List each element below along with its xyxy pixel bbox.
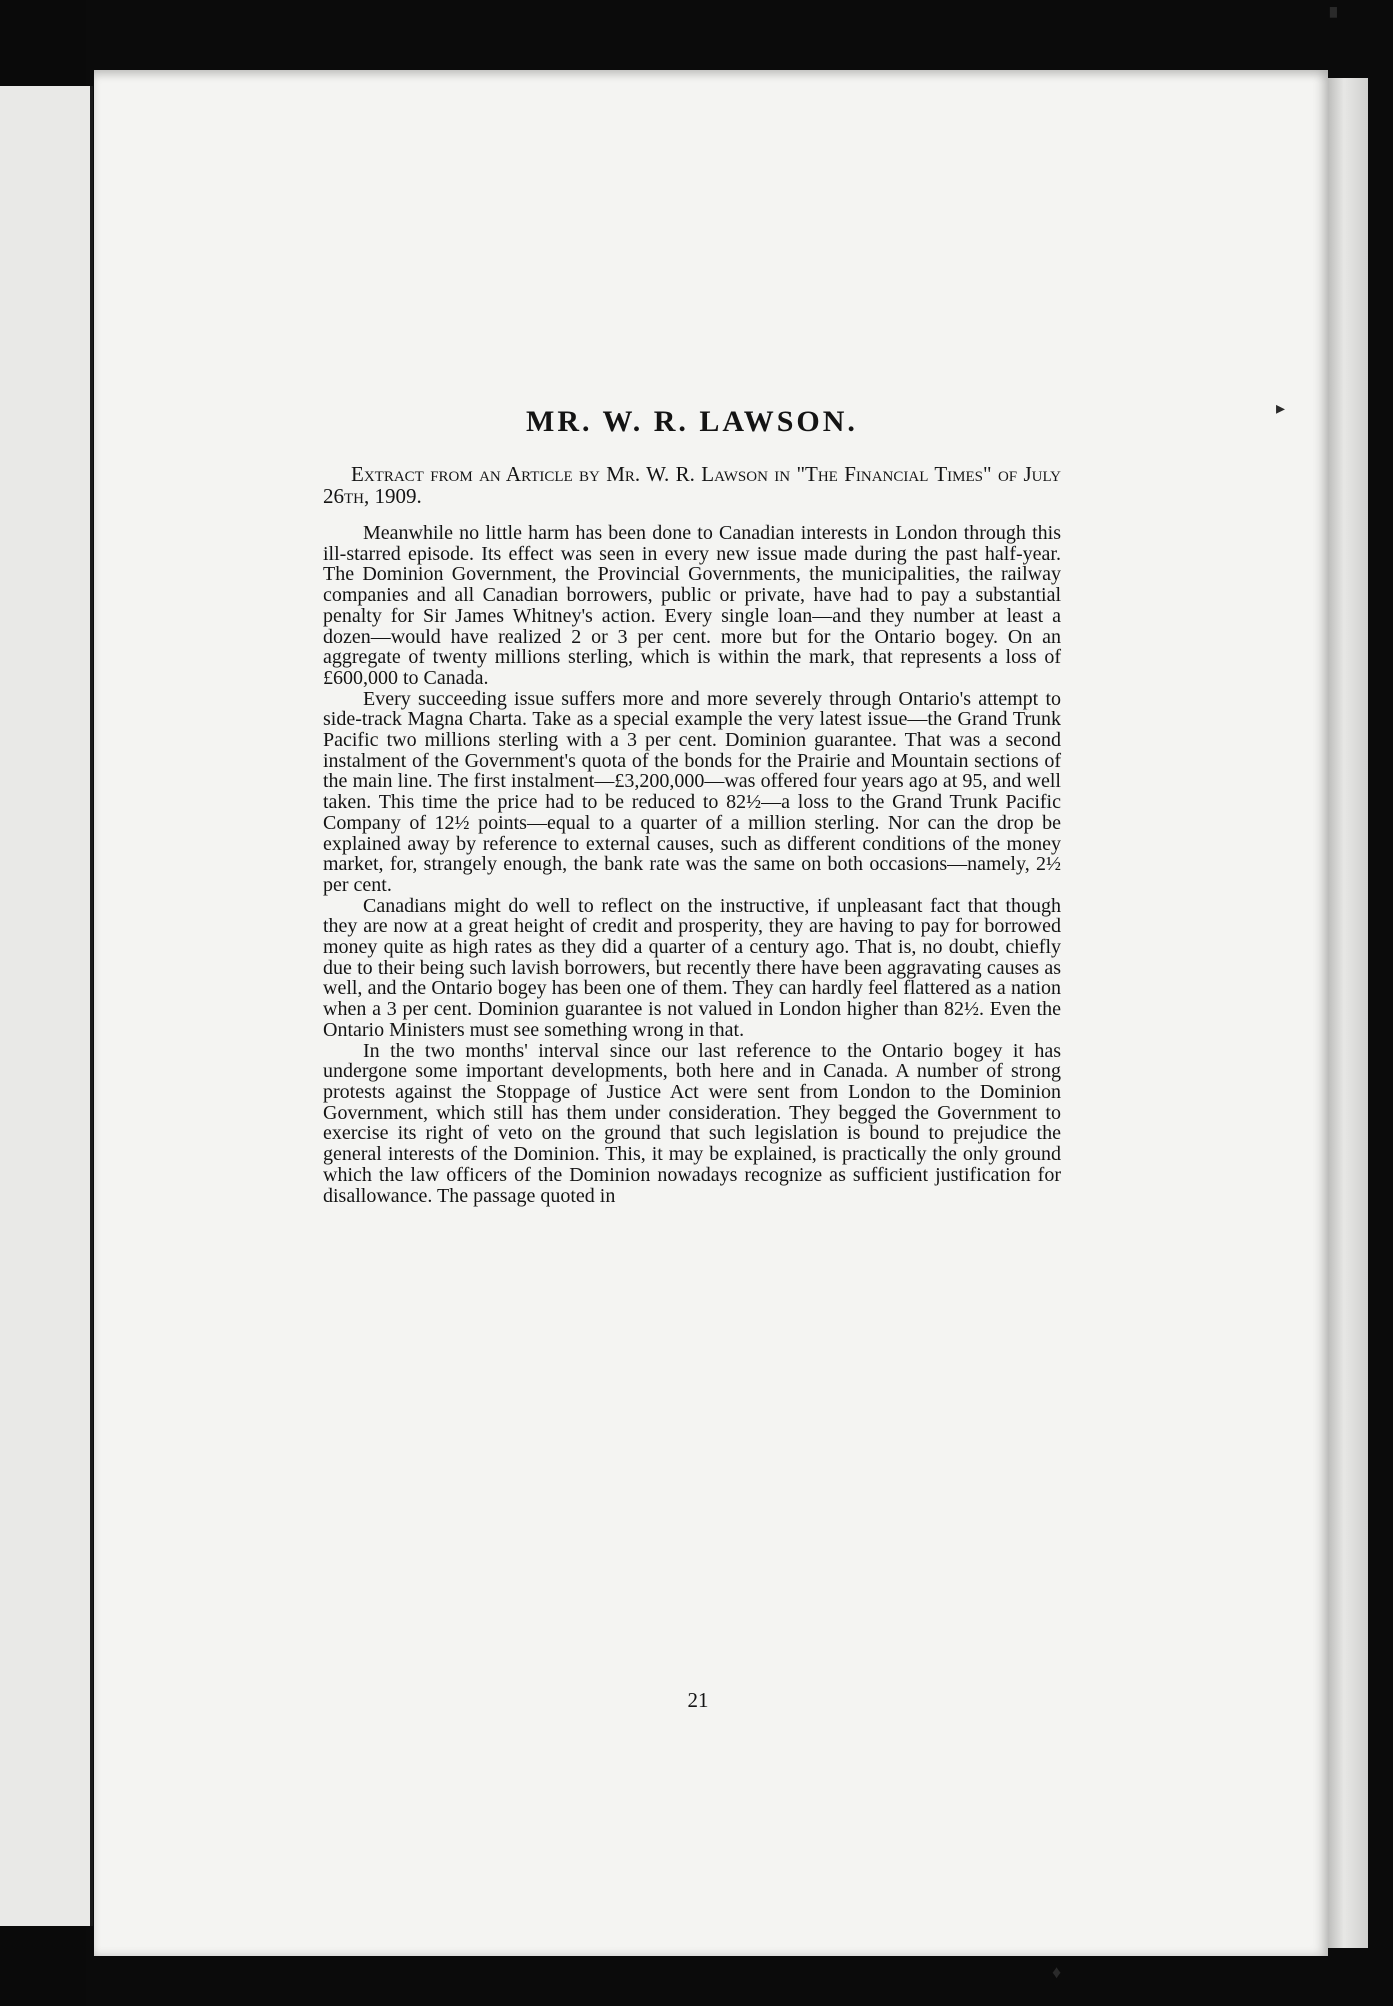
page-fore-edge <box>1328 78 1368 1948</box>
page-number: 21 <box>687 1688 709 1712</box>
scan-speck-icon: ♦ <box>1052 1962 1062 1982</box>
paragraph-2: Every succeeding issue suffers more and more severely through Ontario's attempt to side-track Magna Charta. Take as a special example the very latest issue—the Grand Trunk Pacific two millions sterling with a 3 per cent. Dominion guarantee. That was a second instalment of the Government's quota of the bonds for the Prairie and Mountain sections of the main line. The first instalment—£3,200,000—was offered four years ago at 95, and well taken. This time the price had to be reduced to 82½—a loss to the Grand Trunk Pacific Company of 12½ points—equal to a quarter of a million sterling. Nor can the drop be explained away by reference to external causes, such as different conditions of the money market, for, strangely enough, the bank rate was the same on both occasions—namely, 2½ per cent. <box>323 687 1061 896</box>
paragraph-1: Meanwhile no little harm has been done to Canadian interests in London through this ill-starred episode. Its effect was seen in every new issue made during the past half-year. The Dominion Government, the Provincial Governments, the municipalities, the railway companies and all Canadian borrowers, public or private, have had to pay a substantial penalty for Sir James Whitney's action. Every single loan—and they number at least a dozen—would have realized 2 or 3 per cent. more but for the Ontario bogey. On an aggregate of twenty millions sterling, which is within the mark, that represents a loss of £600,000 to Canada. <box>323 522 1061 689</box>
scan-speck-icon: ▘ <box>1330 8 1344 28</box>
article-text <box>323 405 1061 1206</box>
paragraph-4: In the two months' interval since our last reference to the Ontario bogey it has undergone some important developments, both here and in Canada. A number of strong protests against the Stoppage of Justice Act were sent from London to the Dominion Government, which still has them under consideration. They begged the Government to exercise its right of veto on the ground that such legislation is bound to prejudice the general interests of the Dominion. This, it may be explained, is practically the only ground which the law officers of the Dominion nowadays recognize as sufficient justification for disallowance. The passage quoted in <box>323 1039 1061 1207</box>
scan-speck-icon: ▸ <box>1276 398 1286 418</box>
previous-page-edge <box>0 86 93 1926</box>
article-subtitle: Extract from an Article by Mr. W. R. Lawson in "The Financial Times" of July 26th, 1909. <box>323 462 1061 508</box>
page-title: MR. W. R. LAWSON. <box>526 405 858 438</box>
paragraph-3: Canadians might do well to reflect on the instructive, if unpleasant fact that though they are now at a great height of credit and prosperity, they are having to pay for borrowed money quite as high rates as they did a quarter of a century ago. That is, no doubt, chiefly due to their being such lavish borrowers, but recently there have been aggravating causes as well, and the Ontario bogey has been one of them. They can hardly feel flattered as a nation when a 3 per cent. Dominion guarantee is not valued in London higher than 82½. Even the Ontario Ministers must see something wrong in that. <box>323 894 1061 1041</box>
